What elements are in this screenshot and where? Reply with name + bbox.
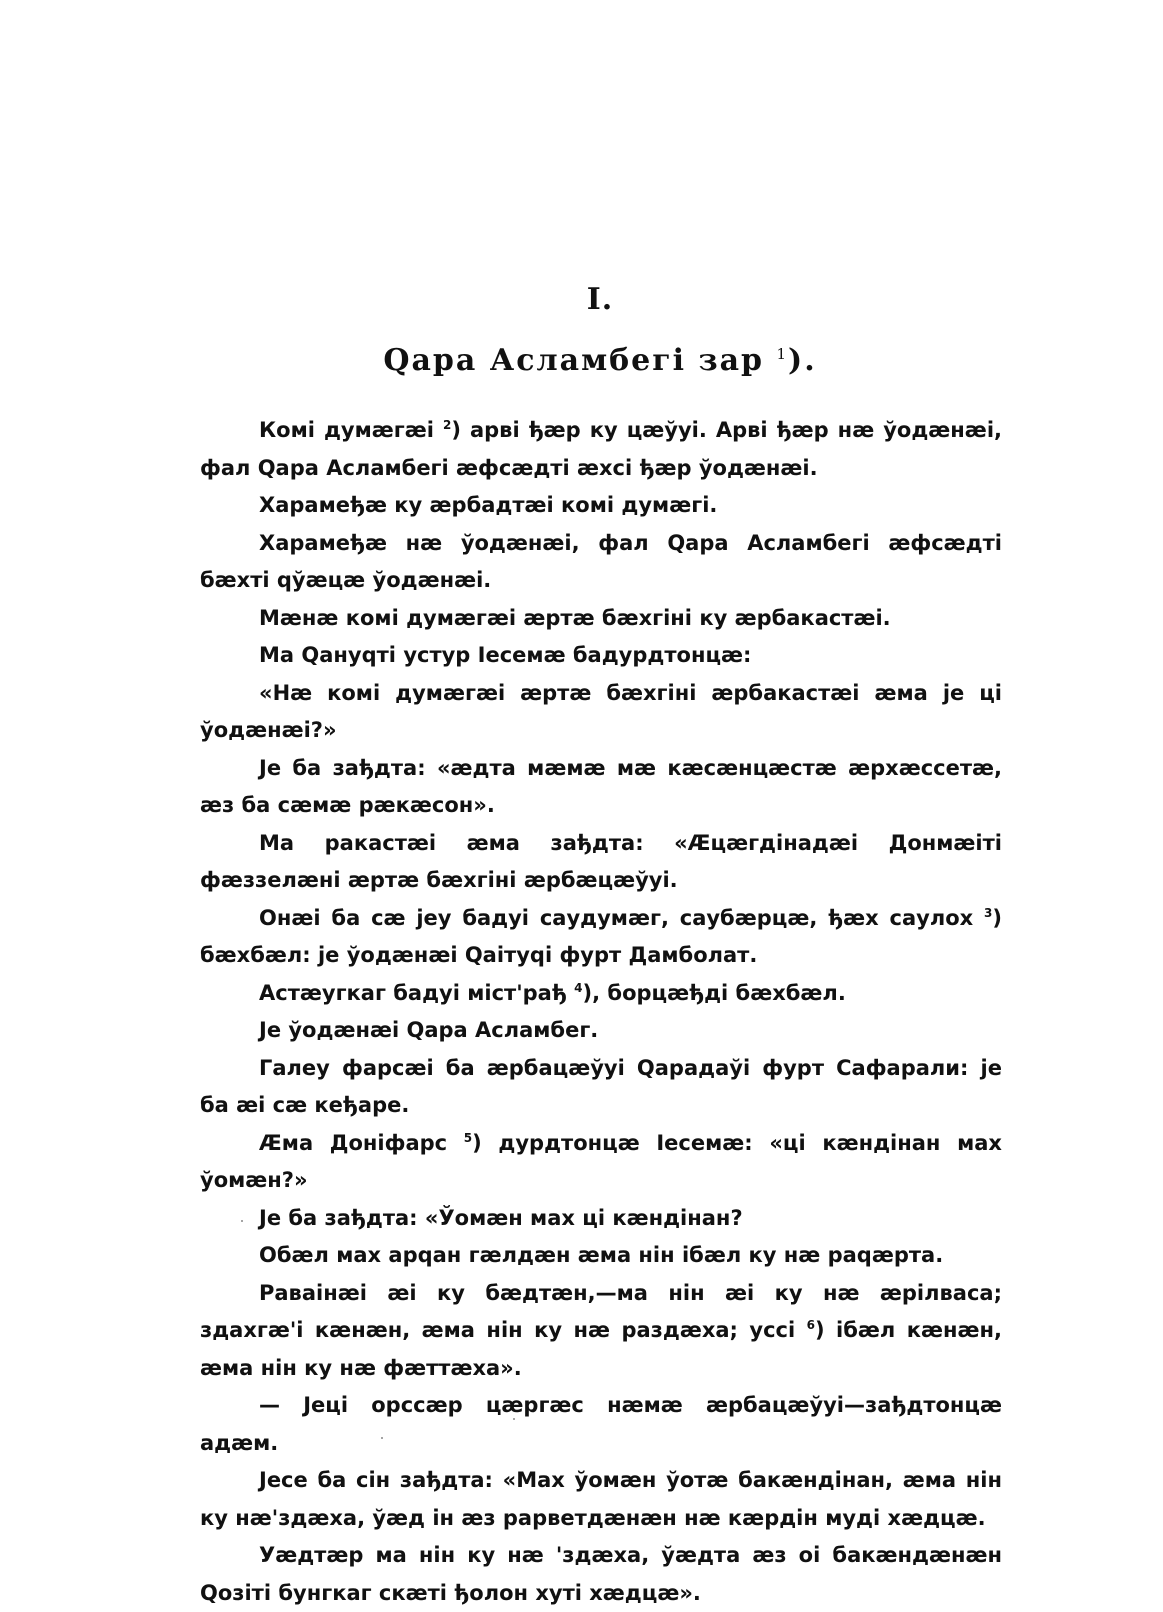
paragraph xyxy=(200,1237,1002,1275)
chapter-title-text: Qара Асламбегі зар xyxy=(383,343,765,378)
ink-speck xyxy=(381,1437,383,1439)
paragraph xyxy=(200,1125,1002,1200)
paragraph-text: — Јеці орссæр цæргæс нæмæ æрбацæўуі—зађдтонцæ адæм. xyxy=(200,1393,1002,1455)
paragraph-text: ) дурдтонцæ Іесемæ: «ці кæндінан мах ўомæн?» xyxy=(200,1130,1002,1192)
paragraph-text: Æма Доніфарс xyxy=(259,1130,464,1155)
chapter-title-end: ). xyxy=(788,343,817,378)
paragraph xyxy=(200,525,1002,600)
paragraph-text: Ма ракастæі æма зађдта: «Æцæгдінадæі Донмæіті фæззелæні æртæ бæхгіні æрбæцæўуі. xyxy=(200,830,1002,892)
paragraph xyxy=(200,1387,1002,1462)
footnote-marker: 2 xyxy=(443,418,452,432)
paragraph xyxy=(200,750,1002,825)
paragraph-text: ) ібæл кæнæн, æма нін ку нæ фæттæха». xyxy=(200,1318,1002,1380)
paragraph xyxy=(200,675,1002,750)
paragraph-text: Ма Qануqті устур Іесемæ бадурдтонцæ: xyxy=(259,643,752,667)
paragraph-text: ) бæхбæл: је ўодæнæі Qаітуqі фурт Дамболат. xyxy=(200,905,1002,967)
paragraph xyxy=(200,900,1002,975)
paragraph-text: Астæугкаг бадуі міст'рађ xyxy=(259,980,575,1005)
paragraph xyxy=(200,825,1002,900)
chapter-number: I. xyxy=(586,282,614,317)
body-text xyxy=(200,412,1002,1612)
paragraph-text: Харамеђæ ку æрбадтæі комі думæгі. xyxy=(259,493,718,517)
paragraph xyxy=(200,975,1002,1013)
paragraph xyxy=(200,1537,1002,1612)
paragraph-text: Комі думæгæі xyxy=(259,418,443,442)
footnote-marker: 5 xyxy=(463,1130,473,1145)
paragraph xyxy=(200,1200,1002,1238)
paragraph xyxy=(200,1050,1002,1125)
paragraph-text: Уæдтæр ма нін ку нæ 'здæха, ўæдта æз оі бакæндæнæн Qозіті бунгкаг скæті ђолон хуті хæдцæ». xyxy=(200,1543,1002,1605)
paragraph-text: «Нæ комі думæгæі æртæ бæхгіні æрбакастæі æма је ці ўодæнæі?» xyxy=(200,680,1002,742)
paragraph-text: Мæнæ комі думæгæі æртæ бæхгіні ку æрбакастæі. xyxy=(259,605,891,630)
paragraph xyxy=(200,600,1002,638)
paragraph-text: Обæл мах арqан гæлдæн æма нін ібæл ку нæ раqæрта. xyxy=(259,1243,944,1267)
paragraph-text: Раваінæі æі ку бæдтæн,—ма нін æі ку нæ æрілваса; здахгæ'і кæнæн, æма нін ку нæ раздæха; уссі xyxy=(200,1280,1002,1342)
paragraph-text: Харамеђæ нæ ўодæнæі, фал Qара Асламбегі æфсæдті бæхті qўæцæ ўодæнæі. xyxy=(200,530,1002,592)
paragraph xyxy=(200,637,1002,675)
paragraph-text: Је ба зађдта: «Ўомæн мах ці кæндінан? xyxy=(259,1205,743,1230)
paragraph-text: ), борцæђді бæхбæл. xyxy=(582,980,846,1005)
paragraph xyxy=(200,1462,1002,1537)
footnote-marker: 4 xyxy=(574,980,583,995)
chapter-title xyxy=(0,343,1163,378)
paragraph xyxy=(200,1012,1002,1050)
paragraph-text: Онæі ба сæ јеу бадуі саудумæг, саубæрцæ, ђæх саулох xyxy=(259,905,985,930)
paragraph xyxy=(200,487,1002,525)
paragraph-text: Је ўодæнæі Qара Асламбег. xyxy=(259,1018,599,1042)
paragraph-text: Галеу фарсæі ба æрбацæўуі Qарадаўі фурт Сафарали: је ба æі сæ кеђаре. xyxy=(200,1055,1002,1117)
paragraph xyxy=(200,412,1002,487)
paragraph-text: Јесе ба сін зађдта: «Мах ўомæн ўотæ бакæндінан, æма нін ку нæ'здæха, ўæд ін æз рарветдæнæн нæ кæрдін муді хæдцæ. xyxy=(200,1468,1002,1530)
paragraph-text: ) арві ђæр ку цæўуі. Арві ђæр нæ ўодæнæі, фал Qара Асламбегі æфсæдті æхсі ђæр ўодæнæі. xyxy=(200,418,1002,480)
ink-speck xyxy=(513,1418,515,1420)
footnote-marker: 1 xyxy=(776,345,789,363)
paragraph-text: Је ба зађдта: «æдта мæмæ мæ кæсæнцæстæ æрхæссетæ, æз ба сæмæ рæкæсон». xyxy=(200,755,1002,817)
footnote-marker: 6 xyxy=(806,1318,815,1332)
ink-speck xyxy=(241,1220,243,1222)
paragraph xyxy=(200,1275,1002,1388)
footnote-marker: 3 xyxy=(984,905,993,920)
